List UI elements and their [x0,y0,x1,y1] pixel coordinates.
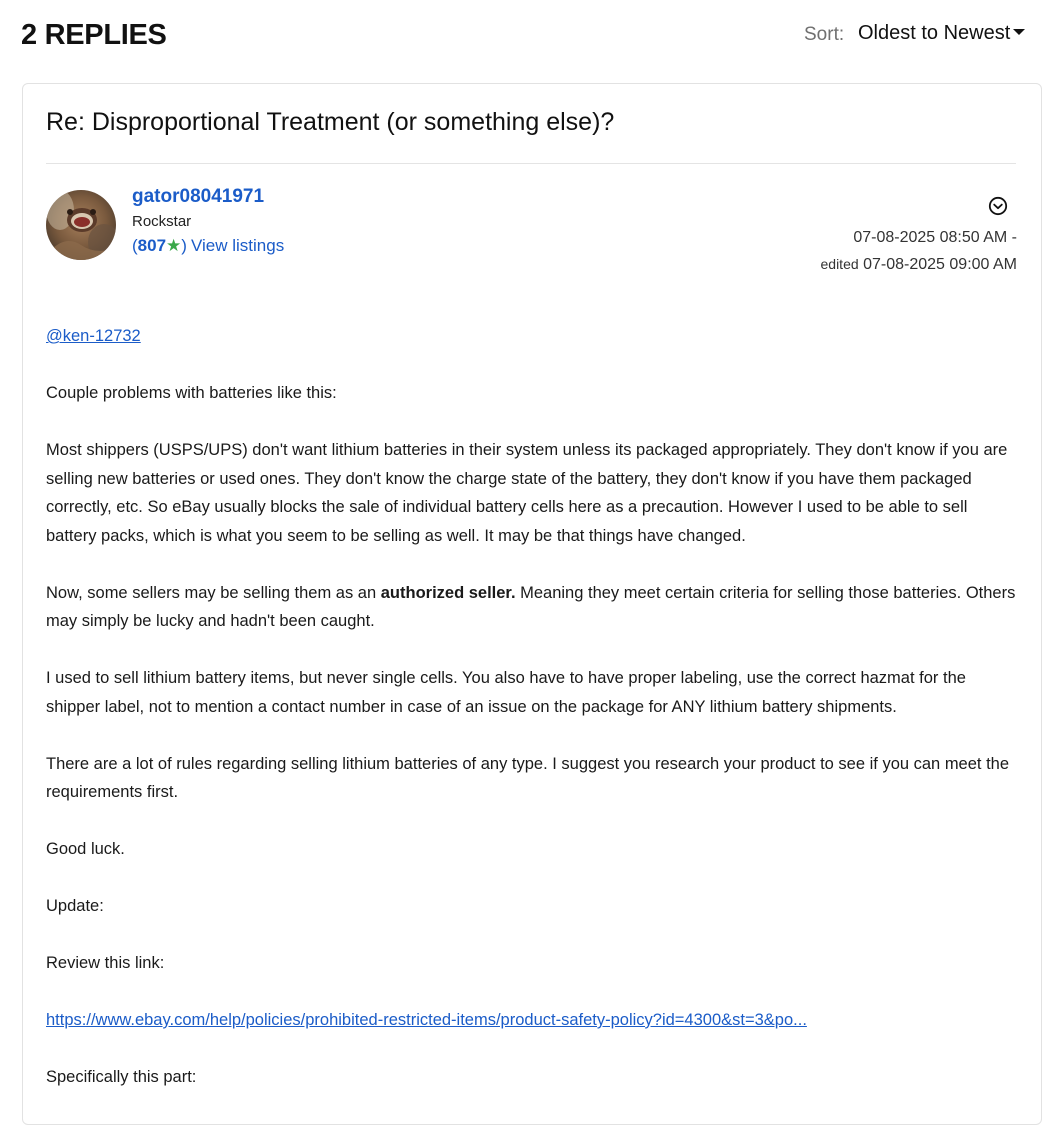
sort-dropdown[interactable] [858,22,1025,45]
body-paragraph: Specifically this part: [46,1068,197,1086]
sort-value: Oldest to Newest [858,22,1011,44]
body-paragraph: Review this link: [46,954,165,972]
sort-label: Sort: [804,24,845,45]
feedback-open: ( [132,236,138,255]
policy-link[interactable]: https://www.ebay.com/help/policies/prohibited-restricted-items/product-safety-policy?id=4300&st=3&po... [46,1011,807,1029]
options-icon [988,196,1008,216]
avatar[interactable] [46,190,116,260]
feedback-close: ) [181,236,187,255]
post-date: 07-08-2025 08:50 AM - [853,229,1017,246]
author-feedback [132,236,284,256]
edited-info [821,256,1018,274]
author-rank: Rockstar [132,213,192,230]
post-subject: Re: Disproportional Treatment (or something else)? [46,108,615,136]
body-paragraph: Update: [46,897,104,915]
body-text: Now, some sellers may be selling them as an [46,583,381,602]
edited-label: edited [820,256,859,272]
body-paragraph: There are a lot of rules regarding selling lithium batteries of any type. I suggest you research your product to see if you can meet the requirements first. [46,754,1010,801]
feedback-score[interactable]: 807 [137,236,167,255]
edited-date: 07-08-2025 09:00 AM [863,256,1017,273]
body-paragraph [46,579,1021,636]
mention-link[interactable]: @ken-12732 [46,327,141,345]
avatar-image [46,190,116,260]
author-username[interactable]: gator08041971 [132,186,265,207]
body-paragraph: I used to sell lithium battery items, but never single cells. You also have to have proper labeling, use the correct hazmat for the shipper label, not to mention a contact number in case of an issue on the package for ANY lithium battery shipments. [46,669,966,716]
post-body [46,322,1021,1120]
star-icon: ★ [166,236,182,255]
replies-header [0,0,1060,70]
body-paragraph: Good luck. [46,840,125,858]
replies-title: 2 REPLIES [21,19,167,51]
reply-card [22,83,1042,1125]
body-text: Meaning they meet certain criteria for selling those batteries. Others may simply be lucky and hadn't been caught. [46,583,1016,630]
chevron-down-icon [1013,29,1025,35]
options-button[interactable] [988,196,1008,216]
divider [46,163,1016,164]
body-paragraph: Couple problems with batteries like this: [46,384,337,402]
view-listings-link[interactable]: View listings [190,236,285,255]
body-paragraph: Most shippers (USPS/UPS) don't want lithium batteries in their system unless its packaged appropriately. They don't know if you are selling new batteries or used ones. They don't know the charge state of the battery, they don't know if you have them packaged correctly, etc. So eBay usually blocks the sale of individual battery cells here as a precaution. However I used to be able to sell battery packs, which is what you seem to be selling as well. It may be that things have changed. [46,441,1008,545]
bold-text: authorized seller. [380,583,516,602]
